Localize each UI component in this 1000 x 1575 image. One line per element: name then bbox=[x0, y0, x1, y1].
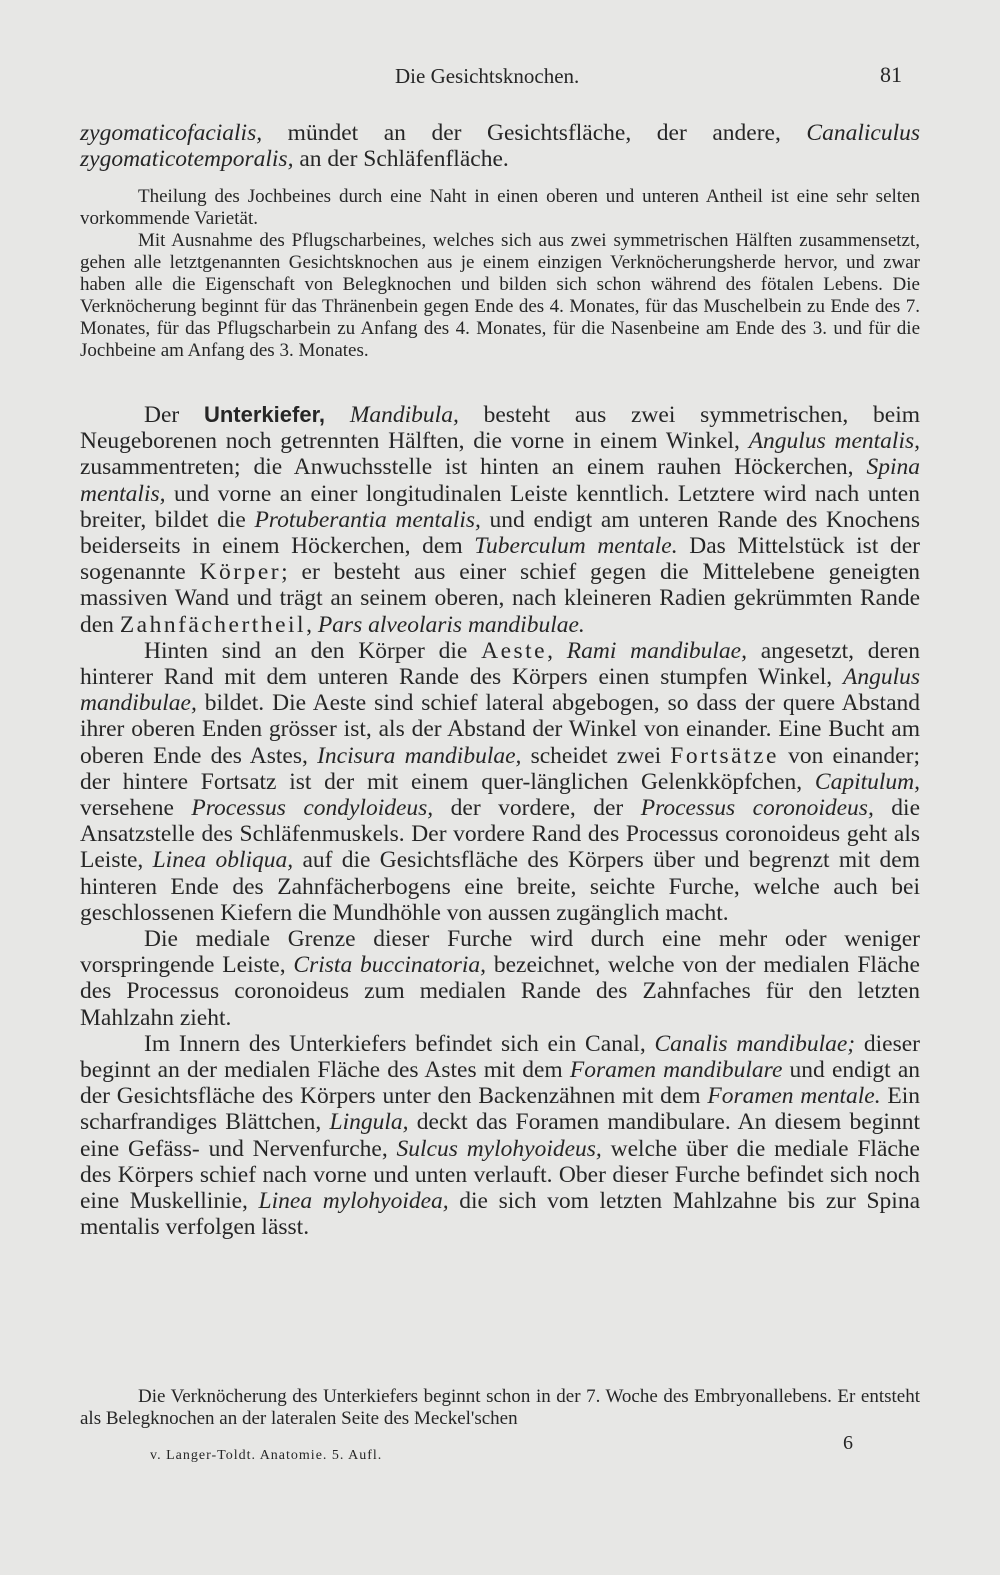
note-jochbein: Theilung des Jochbeines durch eine Naht in einen oberen und unteren Antheil ist eine sehr selten vorkommende Varietät. bbox=[80, 186, 920, 229]
text-run: der vordere, der bbox=[433, 795, 641, 822]
text-run: Der bbox=[144, 402, 204, 428]
spaced-term: Zahnfächertheil bbox=[119, 611, 307, 638]
text-run: , bbox=[547, 637, 567, 664]
text-run: bezeichnet, welche von der medialen Fläche des Processus coronoideus zum medialen Rande des Zahnfaches für den letzten Mahlzahn zieht. bbox=[80, 952, 920, 1031]
latin-term: Angulus mentalis, bbox=[748, 428, 920, 455]
latin-term: Crista buccinatoria, bbox=[293, 952, 487, 979]
paragraph-aeste bbox=[80, 638, 920, 926]
text-run: und vorne an einer longitudinalen Leiste kenntlich. Letztere wird nach unten breiter, bildet die bbox=[80, 480, 920, 533]
spaced-term: Fortsätze bbox=[670, 742, 779, 769]
text-run: Hinten sind an den Körper die bbox=[144, 637, 482, 664]
spaced-term: Körper bbox=[199, 559, 282, 586]
main-section-unterkiefer bbox=[80, 402, 920, 1241]
latin-term: Linea mylohyoidea, bbox=[258, 1188, 449, 1215]
running-header bbox=[0, 58, 1000, 98]
sheet-signature-number: 6 bbox=[843, 1432, 853, 1454]
text-run: welche über die mediale Fläche des Körpers schief nach vorne und unten verlauft. Ober dieser Furche befindet sich noch eine Muskellinie, bbox=[80, 1135, 920, 1215]
paragraph-canalis bbox=[80, 1031, 920, 1241]
latin-term: zygomaticofacialis, bbox=[80, 120, 263, 146]
page-number: 81 bbox=[880, 62, 902, 87]
latin-term: Lingula, bbox=[329, 1109, 409, 1136]
latin-term: Canaliculus zygomaticotemporalis, bbox=[80, 120, 920, 173]
paragraph-unterkiefer bbox=[80, 402, 920, 638]
text-run: Die mediale Grenze dieser Furche wird durch eine mehr oder weniger vorspringende Leiste, bbox=[80, 926, 920, 979]
text-run: angesetzt, deren hinterer Rand mit dem unteren Rande des Körpers einen stumpfen Winkel, bbox=[80, 637, 920, 691]
text-run: bildet. Die Aeste sind schief lateral abgebogen, so dass der quere Abstand ihrer oberen Enden grösser ist, als der Abstand der Winkel von einander. Eine Bucht am oberen Ende des Astes, bbox=[80, 690, 920, 769]
latin-term: Sulcus mylohyoideus, bbox=[396, 1135, 602, 1162]
latin-term: Mandibula, bbox=[349, 402, 459, 428]
text-run: dieser beginnt an der medialen Fläche des Astes mit dem bbox=[80, 1030, 920, 1084]
text-run: , bbox=[306, 611, 318, 638]
latin-term: Incisura mandibulae, bbox=[317, 742, 522, 769]
section-heading-term: Unterkiefer, bbox=[203, 402, 326, 427]
latin-term: Linea obliqua, bbox=[152, 847, 294, 874]
text-run: auf die Gesichtsfläche des Körpers über und begrenzt mit dem hinteren Ende des Zahnfächerbogens eine breite, seichte Furche, welche auch bei geschlossenen Kiefern die Mundhöhle von aussen zugänglich macht. bbox=[80, 847, 921, 926]
text-run: deckt das Foramen mandibulare. An diesem beginnt eine Gefäss- und Nervenfurche, bbox=[80, 1109, 920, 1162]
note-ossification: Mit Ausnahme des Pflugscharbeines, welches sich aus zwei symmetrischen Hälften zusammensetzt, gehen alle letztgenannten Gesichtsknochen aus je einem einzigen Verknöcherungsherde hervor, und zwar haben alle die Eigenschaft von Belegknochen und bilden sich schon während des fötalen Lebens. Die Verknöcherung beginnt für das Thränenbein gegen Ende des 4. Monates, für das Muschelbein zu Ende des 7. Monates, für das Pflugscharbein zu Anfang des 4. Monates, für die Nasenbeine am Ende des 3. und für die Jochbeine am Anfang des 3. Monates. bbox=[80, 230, 920, 361]
latin-term: Foramen mentale. bbox=[707, 1083, 881, 1110]
latin-term: Canalis mandibulae; bbox=[654, 1030, 856, 1057]
running-title: Die Gesichtsknochen. bbox=[395, 64, 580, 88]
text-run: besteht aus zwei symmetrischen, beim Neugeborenen noch getrennten Hälften, die vorne in einem Winkel, bbox=[80, 402, 920, 455]
text-run: zusammentreten; die Anwuchsstelle ist hinten an einem rauhen Höckerchen, bbox=[80, 454, 867, 481]
latin-term: Spina mentalis, bbox=[80, 454, 920, 507]
text-run: Ein scharfrandiges Blättchen, bbox=[80, 1083, 920, 1136]
text-run: die sich vom letzten Mahlzahne bis zur Spina mentalis verfolgen lässt. bbox=[80, 1188, 920, 1241]
latin-term: Rami mandibulae, bbox=[566, 637, 747, 664]
latin-term: Protuberantia mentalis, bbox=[254, 506, 481, 533]
text-run: ; er besteht aus einer schief gegen die Mittelebene geneigten massiven Wand und trägt an seinem oberen, nach kleineren Radien gekrümmten Rande den bbox=[80, 559, 921, 638]
text-run: scheidet zwei bbox=[521, 742, 671, 769]
text-run: an der Schläfenfläche. bbox=[293, 146, 509, 173]
text-run: die Ansatzstelle des Schläfenmuskels. Der vordere Rand des Processus coronoideus geht als Leiste, bbox=[80, 795, 921, 874]
latin-term: Capitulum, bbox=[814, 768, 920, 795]
text-run bbox=[325, 402, 350, 428]
latin-term: Pars alveolaris mandibulae. bbox=[317, 611, 585, 638]
footer-reference: v. Langer-Toldt. Anatomie. 5. Aufl. bbox=[150, 1448, 383, 1463]
paragraph-zygomatic bbox=[80, 120, 920, 172]
text-run: von einander; der hintere Fortsatz ist der mit einem quer-länglichen Gelenkköpfchen, bbox=[80, 742, 920, 795]
text-run: Das Mittelstück ist der sogenannte bbox=[80, 533, 920, 586]
text-run: und endigt am unteren Rande des Knochens beiderseits in einem Höckerchen, dem bbox=[80, 506, 920, 560]
note-unterkiefer-ossification: Die Verknöcherung des Unterkiefers beginnt schon in der 7. Woche des Embryonallebens. Er entsteht als Belegknochen an der lateralen Seite des Meckel'schen bbox=[80, 1386, 920, 1429]
spaced-term: Aeste bbox=[481, 637, 548, 664]
paragraph-crista bbox=[80, 926, 920, 1031]
text-run: mündet an der Gesichtsfläche, der andere, bbox=[262, 120, 807, 146]
latin-term: Processus coronoideus, bbox=[640, 795, 874, 822]
latin-term: Foramen mandibulare bbox=[569, 1057, 783, 1084]
latin-term: Processus condyloideus, bbox=[191, 795, 434, 822]
small-print-section bbox=[80, 186, 920, 362]
text-run: Im Innern des Unterkiefers befindet sich ein Canal, bbox=[144, 1030, 655, 1057]
small-print-ossification bbox=[80, 1386, 920, 1430]
text-run: und endigt an der Gesichtsfläche des Körpers unter den Backenzähnen mit dem bbox=[80, 1057, 921, 1110]
latin-term: Angulus mandibulae, bbox=[80, 664, 920, 717]
text-run: versehene bbox=[80, 795, 192, 822]
paragraph-text bbox=[80, 120, 920, 172]
latin-term: Tuberculum mentale. bbox=[474, 533, 678, 560]
